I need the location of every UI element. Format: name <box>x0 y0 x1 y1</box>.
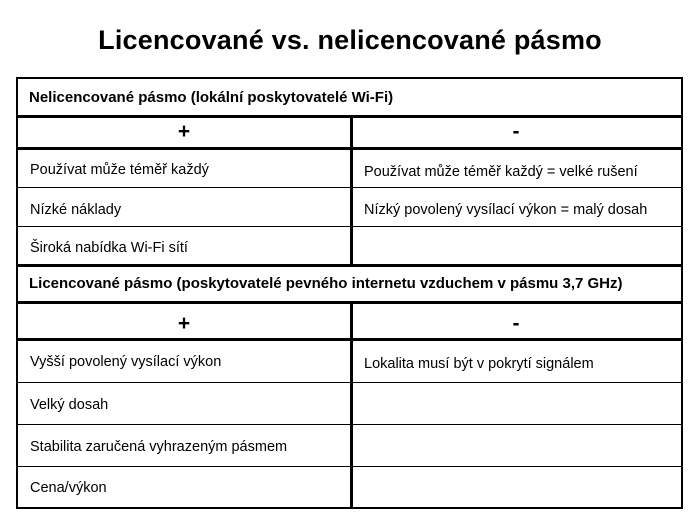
minus-item: Lokalita musí být v pokrytí signálem <box>364 356 594 372</box>
column-divider <box>350 115 353 264</box>
plus-item: Používat může téměř každý <box>30 162 209 178</box>
plus-item: Cena/výkon <box>30 480 107 496</box>
plus-header: + <box>177 312 191 335</box>
minus-header: - <box>512 312 520 335</box>
plus-item: Velký dosah <box>30 397 109 413</box>
page-title: Licencované vs. nelicencované pásmo <box>98 25 602 55</box>
plus-item: Stabilita zaručená vyhrazeným pásmem <box>30 439 288 455</box>
minus-item: Nízký povolený vysílací výkon = malý dosah <box>364 202 648 218</box>
plus-header: + <box>177 120 191 143</box>
minus-header: - <box>512 120 520 143</box>
plus-item: Vyšší povolený vysílací výkon <box>30 354 222 370</box>
plus-item: Široká nabídka Wi-Fi sítí <box>30 240 188 256</box>
minus-item: Používat může téměř každý = velké rušení <box>364 164 638 180</box>
column-divider <box>350 301 353 507</box>
plus-item: Nízké náklady <box>30 202 122 218</box>
section-heading-licensed: Licencované pásmo (poskytovatelé pevného internetu vzduchem v pásmu 3,7 GHz) <box>29 275 623 292</box>
section-heading-unlicensed: Nelicencované pásmo (lokální poskytovatelé Wi-Fi) <box>29 89 394 106</box>
comparison-table <box>16 77 683 509</box>
